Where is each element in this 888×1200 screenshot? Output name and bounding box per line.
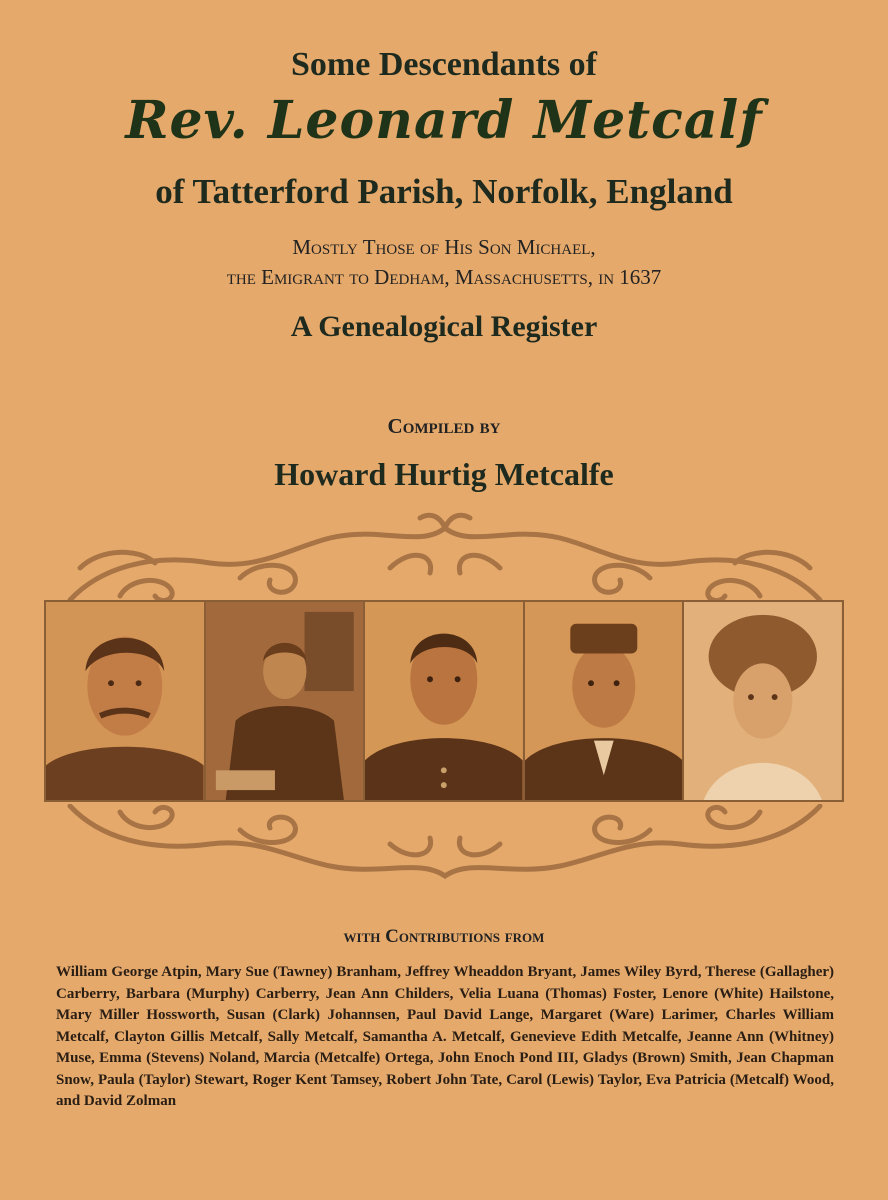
subtitle <box>0 232 888 292</box>
top-scroll-ornament-icon <box>60 508 830 602</box>
subtitle-line-1: Mostly Those of His Son Michael, <box>292 235 596 259</box>
portrait-5 <box>684 602 842 800</box>
contributors-list: William George Atpin, Mary Sue (Tawney) Branham, Jeffrey Wheaddon Bryant, James Wiley Byrd, Therese (Gallagher) Carberry, Barbara (Murphy) Carberry, Jean Ann Childers, Velia Luana (Thomas) Foster, Lenore (White) Hailstone, Mary Miller Hossworth, Susan (Clark) Johannsen, Paul David Lange, Margaret (Ware) Larimer, Charles William Metcalf, Clayton Gillis Metcalf, Sally Metcalf, Samantha A. Metcalf, Genevieve Edith Metcalfe, Jeanne Ann (Whitney) Muse, Emma (Stevens) Noland, Marcia (Metcalfe) Ortega, John Enoch Pond III, Gladys (Brown) Smith, Jean Chapman Snow, Paula (Taylor) Stewart, Roger Kent Tamsey, Robert John Tate, Carol (Lewis) Taylor, Eva Patricia (Metcalf) Wood, and David Zolman <box>56 964 834 1109</box>
portrait-man-seated-icon <box>206 602 364 800</box>
portrait-young-soldier-icon <box>365 602 523 800</box>
title-line-1: Some Descendants of <box>291 46 597 83</box>
portrait-man-cap-icon <box>525 602 683 800</box>
portrait-woman-icon <box>684 602 842 800</box>
portrait-2 <box>206 602 366 800</box>
register-title: A Genealogical Register <box>290 310 598 343</box>
title-line-3: of Tatterford Parish, Norfolk, England <box>155 172 733 211</box>
portrait-strip <box>44 600 844 802</box>
portrait-man-mustache-icon <box>46 602 204 800</box>
portrait-3 <box>365 602 525 800</box>
bottom-scroll-ornament-icon <box>60 804 830 884</box>
compiled-by-label: Compiled by <box>387 414 501 438</box>
portrait-4 <box>525 602 685 800</box>
contributions-heading: with Contributions from <box>343 926 545 947</box>
subtitle-line-2: the Emigrant to Dedham, Massachusetts, in 1637 <box>226 265 662 289</box>
title-main: Rev. Leonard Metcalf <box>125 90 763 151</box>
author-name: Howard Hurtig Metcalfe <box>274 456 614 492</box>
portrait-1 <box>46 602 206 800</box>
